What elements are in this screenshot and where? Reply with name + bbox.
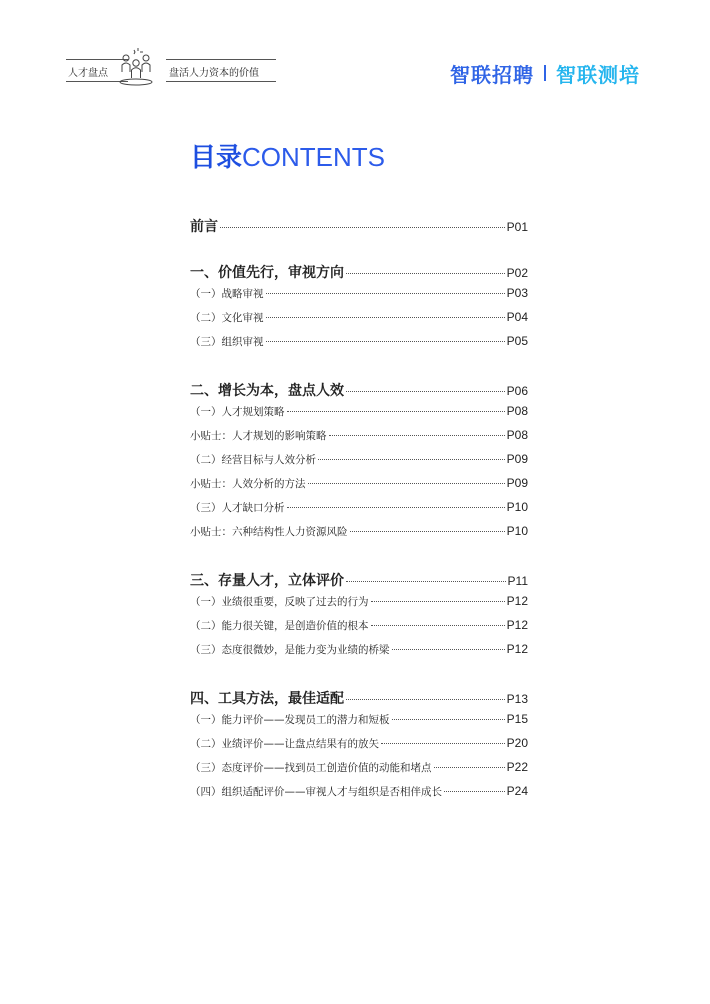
- leader-dots: [392, 649, 505, 650]
- leader-dots: [350, 531, 505, 532]
- leader-dots: [444, 791, 505, 792]
- toc-label: 小贴士：六种结构性人力资源风险: [190, 526, 348, 538]
- leader-dots: [266, 293, 505, 294]
- toc-page: P03: [506, 286, 528, 300]
- leader-dots: [287, 507, 505, 508]
- brand-secondary: 智联测培: [556, 62, 640, 87]
- leader-dots: [220, 227, 505, 228]
- toc-section-1[interactable]: [190, 262, 528, 286]
- toc-item[interactable]: [190, 334, 528, 358]
- leader-dots: [371, 625, 505, 626]
- toc-page: P22: [506, 760, 528, 774]
- toc-page: P10: [506, 500, 528, 514]
- header-left-text: 人才盘点: [68, 68, 108, 79]
- header-rule-right-bottom: [166, 81, 276, 82]
- toc-label: （三）态度评价——找到员工创造价值的动能和堵点: [190, 762, 432, 774]
- toc-label: （四）组织适配评价——审视人才与组织是否相伴成长: [190, 786, 442, 798]
- toc-section-4[interactable]: [190, 688, 528, 712]
- header-right-text: 盘活人力资本的价值: [169, 68, 259, 79]
- toc-item[interactable]: [190, 524, 528, 548]
- toc-page: P13: [506, 692, 528, 706]
- header-rule-right-top: [166, 59, 276, 60]
- leader-dots: [329, 435, 505, 436]
- toc-item[interactable]: [190, 594, 528, 618]
- toc-label: 一、价值先行，审视方向: [190, 265, 344, 281]
- toc-page: P09: [506, 452, 528, 466]
- toc-page: P09: [506, 476, 528, 490]
- toc-label: 前言: [190, 219, 218, 235]
- toc-page: P12: [506, 594, 528, 608]
- toc-item[interactable]: [190, 286, 528, 310]
- people-icon: [114, 46, 158, 90]
- leader-dots: [381, 743, 505, 744]
- toc-item[interactable]: [190, 760, 528, 784]
- toc-label: （三）人才缺口分析: [190, 502, 285, 514]
- leader-dots: [346, 391, 505, 392]
- toc-label: （三）组织审视: [190, 336, 264, 348]
- toc-page: P24: [506, 784, 528, 798]
- toc-item[interactable]: [190, 784, 528, 808]
- toc-entry-preface[interactable]: [190, 216, 528, 240]
- leader-dots: [266, 341, 505, 342]
- toc-item[interactable]: [190, 452, 528, 476]
- toc-item[interactable]: [190, 642, 528, 666]
- toc-label: （一）人才规划策略: [190, 406, 285, 418]
- toc-label: 小贴士：人效分析的方法: [190, 478, 306, 490]
- toc-item[interactable]: [190, 404, 528, 428]
- toc-item[interactable]: [190, 500, 528, 524]
- toc-page: P10: [506, 524, 528, 538]
- toc-page: P12: [506, 642, 528, 656]
- toc-page: P08: [506, 428, 528, 442]
- toc-label: （一）战略审视: [190, 288, 264, 300]
- leader-dots: [392, 719, 505, 720]
- leader-dots: [266, 317, 505, 318]
- toc-label: （三）态度很微妙，是能力变为业绩的桥梁: [190, 644, 390, 656]
- toc-section-2[interactable]: [190, 380, 528, 404]
- toc-page: P06: [506, 384, 528, 398]
- toc-label: （一）能力评价——发现员工的潜力和短板: [190, 714, 390, 726]
- page-title: [190, 137, 385, 174]
- toc-page: P11: [507, 574, 528, 588]
- leader-dots: [346, 699, 505, 700]
- brand-divider: [544, 65, 546, 81]
- leader-dots: [371, 601, 505, 602]
- toc-label: （二）文化审视: [190, 312, 264, 324]
- toc-section-3[interactable]: [190, 570, 528, 594]
- toc-page: P15: [506, 712, 528, 726]
- toc-label: （二）经营目标与人效分析: [190, 454, 316, 466]
- toc-item[interactable]: [190, 476, 528, 500]
- toc-item[interactable]: [190, 736, 528, 760]
- title-zh: 目录: [190, 143, 243, 173]
- leader-dots: [346, 273, 505, 274]
- toc-label: （二）能力很关键，是创造价值的根本: [190, 620, 369, 632]
- header-left: [66, 44, 266, 94]
- leader-dots: [308, 483, 505, 484]
- toc-page: P04: [506, 310, 528, 324]
- toc-label: 二、增长为本，盘点人效: [190, 383, 344, 399]
- title-en: CONTENTS: [242, 142, 386, 172]
- toc-label: 四、工具方法，最佳适配: [190, 691, 344, 707]
- toc-page: P05: [506, 334, 528, 348]
- toc-page: P01: [506, 220, 528, 234]
- toc-page: P12: [506, 618, 528, 632]
- toc-item[interactable]: [190, 310, 528, 334]
- toc-label: （二）业绩评价——让盘点结果有的放矢: [190, 738, 379, 750]
- leader-dots: [346, 581, 506, 582]
- leader-dots: [287, 411, 505, 412]
- toc-page: P08: [506, 404, 528, 418]
- toc-page: P02: [506, 266, 528, 280]
- leader-dots: [434, 767, 505, 768]
- brand-primary: 智联招聘: [450, 62, 534, 87]
- toc-label: （一）业绩很重要，反映了过去的行为: [190, 596, 369, 608]
- table-of-contents: [190, 216, 528, 808]
- toc-item[interactable]: [190, 428, 528, 452]
- brand-logo: [450, 58, 640, 88]
- leader-dots: [318, 459, 505, 460]
- toc-page: P20: [506, 736, 528, 750]
- toc-item[interactable]: [190, 712, 528, 736]
- toc-label: 小贴士：人才规划的影响策略: [190, 430, 327, 442]
- toc-label: 三、存量人才，立体评价: [190, 573, 344, 589]
- toc-item[interactable]: [190, 618, 528, 642]
